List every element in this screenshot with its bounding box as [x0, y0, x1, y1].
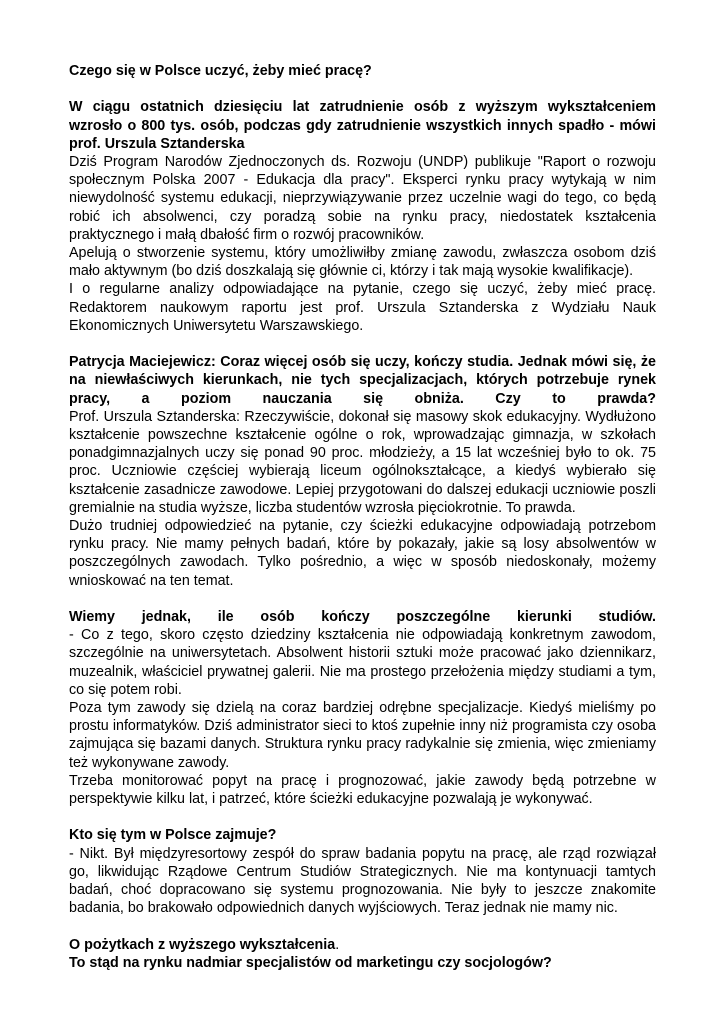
spacer	[69, 917, 656, 935]
intro-paragraph: I o regularne analizy odpowiadające na pytanie, czego się uczyć, żeby mieć pracę. Redaktorem naukowym raportu jest prof. Urszula Sztanderska z Wydziału Nauk Ekonomicznych Uniwersytetu Warszawskiego.	[69, 281, 656, 334]
answer-paragraph: Trzeba monitorować popyt na pracę i prognozować, jakie zawody będą potrzebne w perspektywie kilku lat, i patrzeć, które ścieżki edukacyjne pozwalają je wykonywać.	[69, 772, 656, 808]
answer-paragraph: Poza tym zawody się dzielą na coraz bardziej odrębne specjalizacje. Kiedyś mieliśmy po prostu informatyków. Dziś administrator sieci to ktoś zupełnie inny niż programista czy osoba zajmująca się bazami danych. Struktura rynku pracy radykalnie się zmienia, więc zmieniamy też wykonywane zawody.	[69, 700, 656, 771]
section-heading	[69, 936, 656, 954]
document-page	[69, 62, 656, 972]
spacer	[69, 335, 656, 353]
answer-paragraph: Dużo trudniej odpowiedzieć na pytanie, czy ścieżki edukacyjne odpowiadają potrzebom rynku pracy. Nie mamy pełnych badań, które by pokazały, jakie są losy absolwentów w poszczególnych zawodach. Tylko pośrednio, a więc w sposób niedoskonały, możemy wnioskować na ten temat.	[69, 518, 656, 589]
spacer	[69, 808, 656, 826]
document-title: Czego się w Polsce uczyć, żeby mieć pracę?	[69, 63, 372, 79]
lead-paragraph: W ciągu ostatnich dziesięciu lat zatrudnienie osób z wyższym wykształceniem wzrosło o 800 tys. osób, podczas gdy zatrudnienie wszystkich innych spadło - mówi prof. Urszula Sztanderska	[69, 99, 656, 152]
question-heading: Wiemy jednak, ile osób kończy poszczególne kierunki studiów.	[69, 609, 656, 626]
section-heading-text: O pożytkach z wyższego wykształcenia	[69, 936, 336, 953]
answer-paragraph: Prof. Urszula Sztanderska: Rzeczywiście, dokonał się masowy skok edukacyjny. Wydłużono kształcenie powszechne kształcenie ogólne o rok, wprowadzając gimnazja, w szkołach ponadgimnazjalnych uczy się ponad 90 proc. młodzieży, a 15 lat wcześniej było to ok. 75 proc. Uczniowie częściej wybierają liceum ogólnokształcące, a kiedyś wybierało się kształcenie zasadnicze zawodowe. Lepiej przygotowani do dalszej edukacji uczniowie poszli gremialnie na studia wyższe, liczba studentów wzrosła pięciokrotnie. To prawda.	[69, 408, 656, 516]
intro-paragraph: Apelują o stworzenie systemu, który umożliwiłby zmianę zawodu, zwłaszcza osobom dziś mało aktywnym (bo dziś doszkalają się głównie ci, którzy i tak mają wysokie kwalifikacje).	[69, 245, 656, 280]
answer-paragraph: - Co z tego, skoro często dziedziny kształcenia nie odpowiadają konkretnym zawodom, szczególnie na uniwersytetach. Absolwent historii sztuki może pracować jako dziennikarz, muzealnik, właściciel prywatnej galerii. Nie ma prostego przełożenia między studiami a tym, co się potem robi.	[69, 627, 656, 698]
spacer	[69, 590, 656, 608]
question-heading: Patrycja Maciejewicz: Coraz więcej osób się uczy, kończy studia. Jednak mówi się, że na niewłaściwych kierunkach, nie tych specjalizacjach, których potrzebuje rynek pracy, a poziom nauczania się obniża. Czy to prawda?	[69, 354, 656, 407]
spacer	[69, 80, 656, 98]
section-heading-period: .	[335, 936, 340, 953]
question-heading: To stąd na rynku nadmiar specjalistów od marketingu czy socjologów?	[69, 954, 552, 971]
question-heading: Kto się tym w Polsce zajmuje?	[69, 827, 277, 844]
intro-paragraph: Dziś Program Narodów Zjednoczonych ds. Rozwoju (UNDP) publikuje "Raport o rozwoju społecznym Polska 2007 - Edukacja dla pracy". Eksperci rynku pracy wytykają w nim niewydolność systemu edukacji, nieprzywiązywanie przez uczelnie wagi do tego, co będą robić ich absolwenci, czy poradzą sobie na rynku pracy, niedostatek kształcenia praktycznego i małą dbałość firm o rozwój pracowników.	[69, 154, 656, 243]
answer-paragraph: - Nikt. Był międzyresortowy zespół do spraw badania popytu na pracę, ale rząd rozwiązał go, likwidując Rządowe Centrum Studiów Strategicznych. Nie ma kontynuacji tamtych badań, choć dopracowano się systemu prognozowania. Nie były to jeszcze znakomite badania, bo brakowało odpowiednich danych wyjściowych. Teraz jednak nie mamy nic.	[69, 845, 656, 917]
